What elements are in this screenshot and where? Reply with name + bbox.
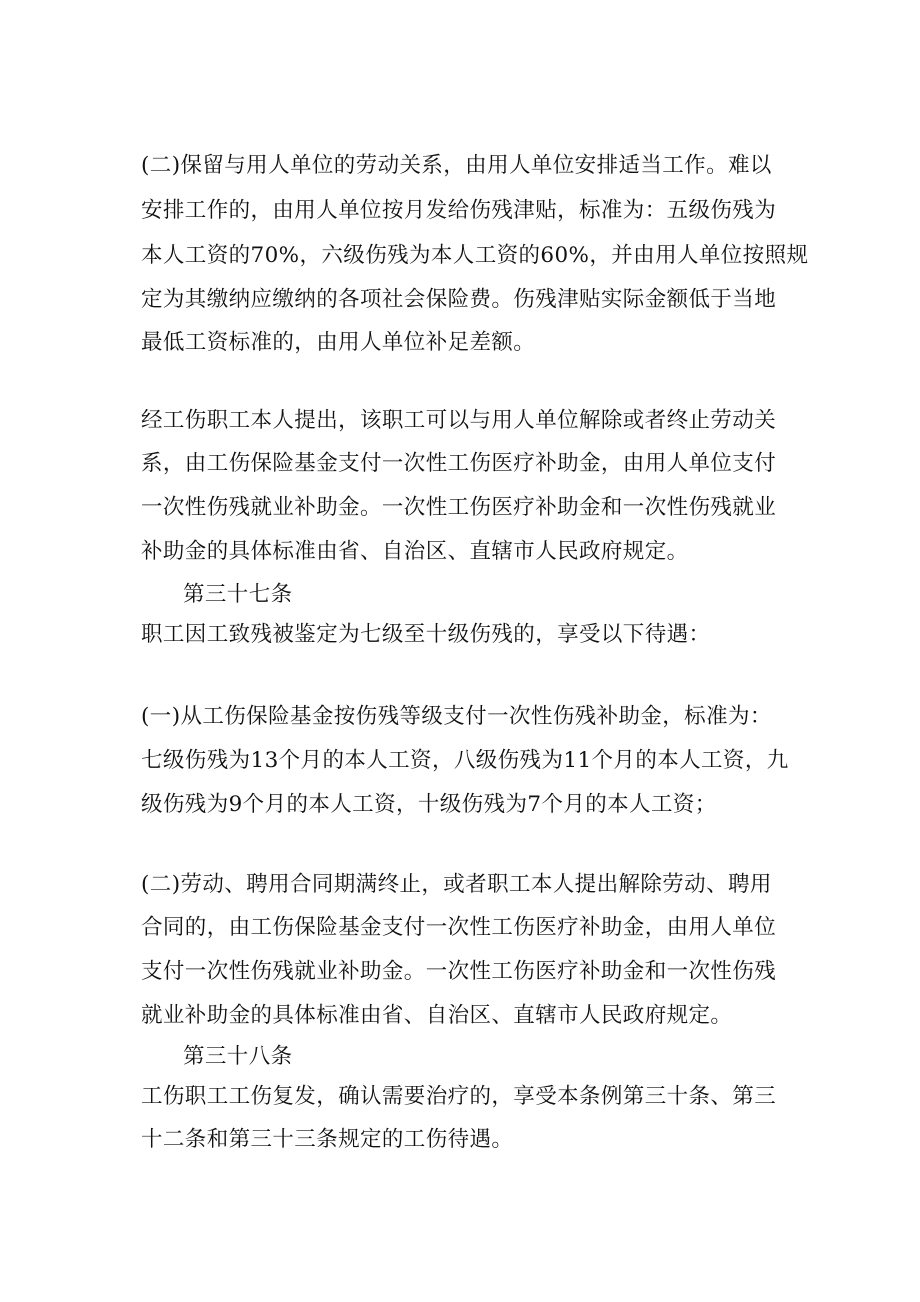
text-line: 就业补助金的具体标准由省、自治区、直辖市人民政府规定。 <box>141 1003 733 1028</box>
text-line: 合同的，由工伤保险基金支付一次性工伤医疗补助金，由用人单位 <box>141 915 777 940</box>
text-line: 级伤残为9个月的本人工资，十级伤残为7个月的本人工资； <box>141 792 717 817</box>
article-37-heading: 第三十七条 <box>183 582 293 607</box>
text-line: 支付一次性伤残就业补助金。一次性工伤医疗补助金和一次性伤残 <box>141 959 777 984</box>
text-line: (一)从工伤保险基金按伤残等级支付一次性伤残补助金，标准为： <box>141 704 772 729</box>
text-line: 最低工资标准的，由用人单位补足差额。 <box>141 330 536 355</box>
text-line: 一次性伤残就业补助金。一次性工伤医疗补助金和一次性伤残就业 <box>141 495 777 520</box>
text-line: 补助金的具体标准由省、自治区、直辖市人民政府规定。 <box>141 539 689 564</box>
text-line: 系，由工伤保险基金支付一次性工伤医疗补助金，由用人单位支付 <box>141 451 777 476</box>
article-37-intro: 职工因工致残被鉴定为七级至十级伤残的，享受以下待遇： <box>141 622 711 647</box>
text-line: 经工伤职工本人提出，该职工可以与用人单位解除或者终止劳动关 <box>141 408 777 433</box>
text-line: 七级伤残为13个月的本人工资，八级伤残为11个月的本人工资，九 <box>141 748 789 773</box>
text-line: 工伤职工工伤复发，确认需要治疗的，享受本条例第三十条、第三 <box>141 1084 777 1109</box>
text-line: 本人工资的70%，六级伤残为本人工资的60%，并由用人单位按照规 <box>141 243 809 268</box>
text-line: 定为其缴纳应缴纳的各项社会保险费。伤残津贴实际金额低于当地 <box>141 287 777 312</box>
text-line: 十二条和第三十三条规定的工伤待遇。 <box>141 1127 514 1152</box>
text-line: (二)保留与用人单位的劳动关系，由用人单位安排适当工作。难以 <box>141 153 772 178</box>
text-line: (二)劳动、聘用合同期满终止，或者职工本人提出解除劳动、聘用 <box>141 872 772 897</box>
text-line: 安排工作的，由用人单位按月发给伤残津贴，标准为：五级伤残为 <box>141 198 777 223</box>
article-38-heading: 第三十八条 <box>183 1044 293 1069</box>
